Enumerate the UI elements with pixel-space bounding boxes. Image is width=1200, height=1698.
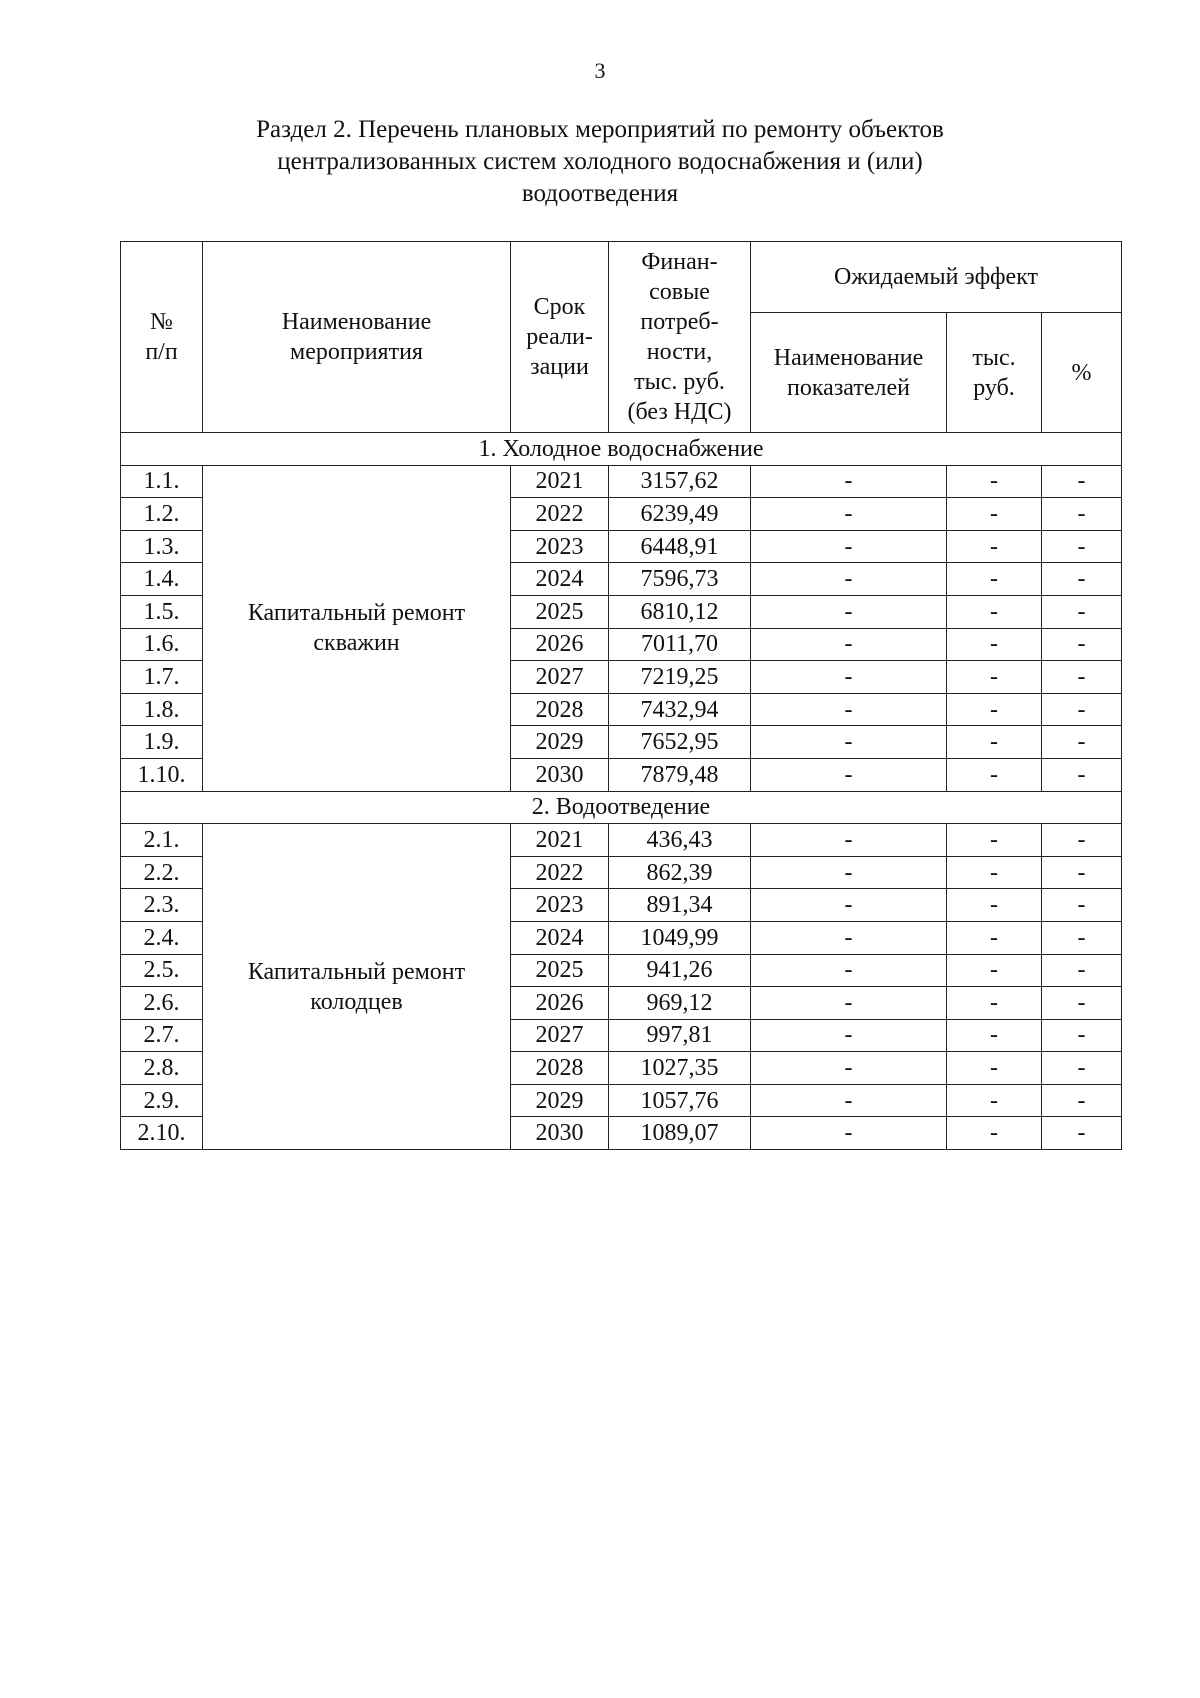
amount-cell: 7652,95 [609, 726, 751, 759]
row-number-cell: 2.8. [121, 1052, 203, 1085]
section-title [150, 114, 1050, 210]
table-row [121, 824, 1122, 857]
measure-name-line: Капитальный ремонт [247, 600, 466, 627]
year-cell: 2028 [511, 1052, 609, 1085]
amount-cell: 3157,62 [609, 465, 751, 498]
year-cell: 2030 [511, 1117, 609, 1150]
year-cell: 2025 [511, 595, 609, 628]
title-line: централизованных систем холодного водоснабжения и (или) [277, 148, 923, 175]
section-title-cell: 1. Холодное водоснабжение [121, 433, 1122, 466]
row-number-cell: 2.3. [121, 889, 203, 922]
header-financing: Финан- совые потреб- ности, тыс. руб. (без НДС) [609, 242, 751, 433]
indicator-cell: - [751, 987, 947, 1020]
effect-percent-cell: - [1042, 1019, 1122, 1052]
effect-percent-cell: - [1042, 1052, 1122, 1085]
year-cell: 2021 [511, 824, 609, 857]
year-cell: 2026 [511, 628, 609, 661]
effect-rub-cell: - [947, 1117, 1042, 1150]
amount-cell: 7219,25 [609, 661, 751, 694]
header-num: № п/п [121, 242, 203, 433]
year-cell: 2021 [511, 465, 609, 498]
effect-percent-cell: - [1042, 1117, 1122, 1150]
row-number-cell: 2.2. [121, 856, 203, 889]
indicator-cell: - [751, 758, 947, 791]
effect-rub-cell: - [947, 661, 1042, 694]
page-number: 3 [594, 58, 606, 83]
amount-cell: 1089,07 [609, 1117, 751, 1150]
year-cell: 2023 [511, 889, 609, 922]
indicator-cell: - [751, 1052, 947, 1085]
amount-cell: 6810,12 [609, 595, 751, 628]
row-number-cell: 1.6. [121, 628, 203, 661]
effect-rub-cell: - [947, 498, 1042, 531]
year-cell: 2026 [511, 987, 609, 1020]
indicator-cell: - [751, 921, 947, 954]
effect-rub-cell: - [947, 595, 1042, 628]
year-cell: 2022 [511, 498, 609, 531]
year-cell: 2024 [511, 921, 609, 954]
effect-rub-cell: - [947, 954, 1042, 987]
amount-cell: 941,26 [609, 954, 751, 987]
indicator-cell: - [751, 628, 947, 661]
row-number-cell: 1.9. [121, 726, 203, 759]
plan-table [120, 241, 1122, 1150]
year-cell: 2030 [511, 758, 609, 791]
effect-rub-cell: - [947, 824, 1042, 857]
effect-rub-cell: - [947, 628, 1042, 661]
section-title-cell: 2. Водоотведение [121, 791, 1122, 824]
row-number-cell: 1.7. [121, 661, 203, 694]
amount-cell: 7011,70 [609, 628, 751, 661]
row-number-cell: 2.7. [121, 1019, 203, 1052]
header-indicator: Наименование показателей [751, 313, 947, 433]
effect-rub-cell: - [947, 530, 1042, 563]
indicator-cell: - [751, 1019, 947, 1052]
amount-cell: 1057,76 [609, 1084, 751, 1117]
row-number-cell: 1.2. [121, 498, 203, 531]
plan-table-body [121, 433, 1122, 1150]
effect-rub-cell: - [947, 987, 1042, 1020]
effect-rub-cell: - [947, 1052, 1042, 1085]
effect-percent-cell: - [1042, 628, 1122, 661]
measure-name-cell [203, 824, 511, 1150]
effect-percent-cell: - [1042, 465, 1122, 498]
row-number-cell: 1.4. [121, 563, 203, 596]
table-row [121, 465, 1122, 498]
amount-cell: 1049,99 [609, 921, 751, 954]
row-number-cell: 2.6. [121, 987, 203, 1020]
year-cell: 2029 [511, 1084, 609, 1117]
header-percent: % [1042, 313, 1122, 433]
row-number-cell: 1.5. [121, 595, 203, 628]
indicator-cell: - [751, 498, 947, 531]
section-header-row [121, 433, 1122, 466]
effect-percent-cell: - [1042, 758, 1122, 791]
section-header-row [121, 791, 1122, 824]
amount-cell: 7432,94 [609, 693, 751, 726]
measure-name-line: Капитальный ремонт [247, 958, 466, 985]
year-cell: 2023 [511, 530, 609, 563]
effect-percent-cell: - [1042, 563, 1122, 596]
indicator-cell: - [751, 595, 947, 628]
row-number-cell: 1.1. [121, 465, 203, 498]
effect-percent-cell: - [1042, 693, 1122, 726]
indicator-cell: - [751, 465, 947, 498]
effect-rub-cell: - [947, 465, 1042, 498]
year-cell: 2024 [511, 563, 609, 596]
title-line: Раздел 2. Перечень плановых мероприятий по ремонту объектов [256, 116, 944, 143]
indicator-cell: - [751, 954, 947, 987]
year-cell: 2028 [511, 693, 609, 726]
year-cell: 2022 [511, 856, 609, 889]
header-name: Наименование мероприятия [203, 242, 511, 433]
effect-percent-cell: - [1042, 954, 1122, 987]
amount-cell: 7879,48 [609, 758, 751, 791]
effect-percent-cell: - [1042, 889, 1122, 922]
effect-rub-cell: - [947, 889, 1042, 922]
effect-percent-cell: - [1042, 661, 1122, 694]
row-number-cell: 1.10. [121, 758, 203, 791]
effect-percent-cell: - [1042, 856, 1122, 889]
effect-percent-cell: - [1042, 824, 1122, 857]
indicator-cell: - [751, 563, 947, 596]
effect-rub-cell: - [947, 726, 1042, 759]
effect-rub-cell: - [947, 1019, 1042, 1052]
amount-cell: 997,81 [609, 1019, 751, 1052]
amount-cell: 891,34 [609, 889, 751, 922]
effect-percent-cell: - [1042, 1084, 1122, 1117]
indicator-cell: - [751, 1117, 947, 1150]
header-effect: Ожидаемый эффект [751, 242, 1122, 313]
row-number-cell: 2.4. [121, 921, 203, 954]
amount-cell: 969,12 [609, 987, 751, 1020]
effect-rub-cell: - [947, 856, 1042, 889]
row-number-cell: 1.3. [121, 530, 203, 563]
effect-rub-cell: - [947, 758, 1042, 791]
indicator-cell: - [751, 856, 947, 889]
indicator-cell: - [751, 530, 947, 563]
effect-percent-cell: - [1042, 726, 1122, 759]
amount-cell: 862,39 [609, 856, 751, 889]
indicator-cell: - [751, 889, 947, 922]
measure-name-cell [203, 465, 511, 791]
indicator-cell: - [751, 661, 947, 694]
effect-rub-cell: - [947, 563, 1042, 596]
effect-rub-cell: - [947, 1084, 1042, 1117]
row-number-cell: 2.1. [121, 824, 203, 857]
amount-cell: 6239,49 [609, 498, 751, 531]
amount-cell: 7596,73 [609, 563, 751, 596]
title-line: водоотведения [521, 180, 679, 207]
year-cell: 2027 [511, 661, 609, 694]
effect-rub-cell: - [947, 693, 1042, 726]
header-term: Срок реали- зации [511, 242, 609, 433]
indicator-cell: - [751, 693, 947, 726]
row-number-cell: 2.10. [121, 1117, 203, 1150]
indicator-cell: - [751, 824, 947, 857]
row-number-cell: 1.8. [121, 693, 203, 726]
row-number-cell: 2.5. [121, 954, 203, 987]
effect-rub-cell: - [947, 921, 1042, 954]
year-cell: 2029 [511, 726, 609, 759]
indicator-cell: - [751, 726, 947, 759]
effect-percent-cell: - [1042, 530, 1122, 563]
effect-percent-cell: - [1042, 498, 1122, 531]
effect-percent-cell: - [1042, 987, 1122, 1020]
measure-name-line: колодцев [310, 988, 403, 1015]
header-thousand-rub: тыс. руб. [947, 313, 1042, 433]
row-number-cell: 2.9. [121, 1084, 203, 1117]
year-cell: 2027 [511, 1019, 609, 1052]
measure-name-line: скважин [313, 630, 400, 657]
indicator-cell: - [751, 1084, 947, 1117]
amount-cell: 6448,91 [609, 530, 751, 563]
amount-cell: 436,43 [609, 824, 751, 857]
amount-cell: 1027,35 [609, 1052, 751, 1085]
effect-percent-cell: - [1042, 921, 1122, 954]
effect-percent-cell: - [1042, 595, 1122, 628]
year-cell: 2025 [511, 954, 609, 987]
